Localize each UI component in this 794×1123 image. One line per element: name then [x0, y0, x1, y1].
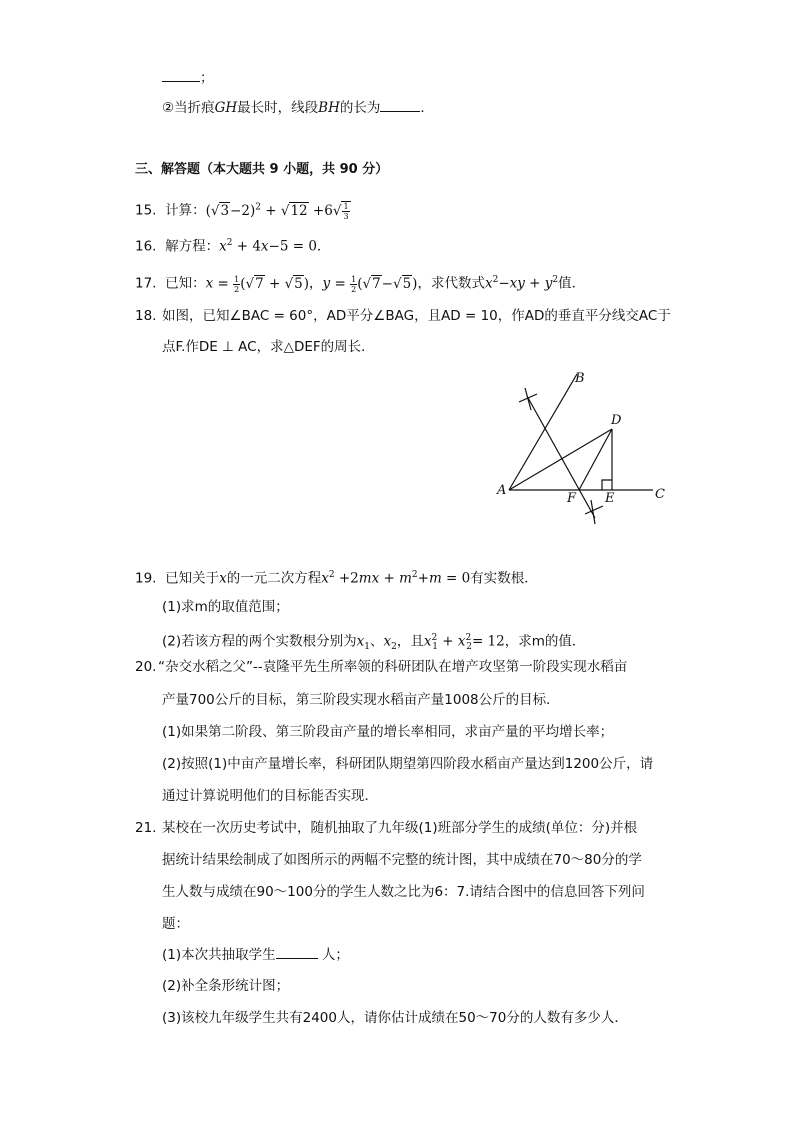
- question-17: 17. 已知：x = $\frac{1}{2}$ (√7 + √5)，y = $\frac{1}{2}$ (√7−√5)，求代数式$x^2-xy + y^2$值．: [135, 274, 586, 294]
- question-19-part-2: (2)若该方程的两个实数根分别为$x_1$、$x_2$，且$x^2_1 + x^2_2= 12$，求m的值．: [162, 633, 586, 653]
- question-21-line-4: 题：: [162, 916, 189, 932]
- question-15: 15. 计算：$(√3-2)^2 + √12 +6√$ $\frac{1}{3}$: [135, 201, 349, 221]
- label-B: B: [575, 371, 585, 386]
- question-18-line-2: 点F.作DE ⊥ AC，求△DEF的周长．: [162, 339, 375, 355]
- line-AD: [509, 429, 612, 490]
- question-20-part-1: (1)如果第二阶段、第三阶段亩产量的增长率相同，求亩产量的平均增长率；: [162, 724, 614, 740]
- question-19: 19. 已知关于x的一元二次方程$x^2 +2mx + m^2+m = 0$有实数根．: [135, 570, 538, 587]
- label-D: D: [611, 413, 622, 428]
- label-C: C: [655, 487, 665, 502]
- question-16: 16. 解方程：$x^2 + 4x-5 = 0$．: [135, 238, 331, 255]
- question-18-line-1: 如图，已知∠BAC = 60°，AD平分∠BAG，且AD = 10，作AD的垂直平分线交AC于: [162, 308, 671, 324]
- question-19-part-1: (1)求m的取值范围；: [162, 599, 289, 615]
- semicolon: ；: [200, 70, 214, 86]
- question-21-line-1: 某校在一次历史考试中，随机抽取了九年级(1)班部分学生的成绩(单位：分)并根: [162, 820, 638, 836]
- answer-blank-line: [162, 68, 214, 88]
- question-21-part-2: (2)补全条形统计图；: [162, 978, 290, 994]
- question-21-line-3: 生人数与成绩在90～100分的学生人数之比为6：7.请结合图中的信息回答下列问: [162, 884, 645, 900]
- question-20-part-2-cont: 通过计算说明他们的目标能否实现．: [162, 788, 378, 804]
- right-angle-mark: [602, 480, 612, 490]
- line-AB: [509, 374, 577, 490]
- question-20-line-2: 产量700公斤的目标，第三阶段实现水稻亩产量1008公斤的目标．: [162, 692, 560, 708]
- question-21-line-2: 据统计结果绘制成了如图所示的两幅不完整的统计图，其中成绩在70～80分的学: [162, 852, 642, 868]
- question-20-part-2: (2)按照(1)中亩产量增长率，科研团队期望第四阶段水稻亩产量达到1200公斤，请: [162, 756, 654, 772]
- question-18-number: 18.: [135, 308, 157, 324]
- label-A: A: [497, 483, 507, 498]
- label-F: F: [567, 491, 577, 506]
- sub-question-2: ②当折痕GH最长时，线段BH的长为 ．: [162, 100, 434, 116]
- question-21-number: 21.: [135, 820, 157, 836]
- geometry-figure: [495, 368, 675, 528]
- section-heading: 三、解答题（本大题共 9 小题，共 90 分）: [135, 162, 389, 177]
- arc-mark-bottom: [585, 506, 603, 514]
- question-21-part-3: (3)该校九年级学生共有2400人，请你估计成绩在50～70分的人数有多少人．: [162, 1010, 628, 1026]
- label-E: E: [605, 491, 615, 506]
- question-20-number: 20.: [135, 659, 157, 675]
- question-20-line-1: “杂交水稻之父”--袁隆平先生所率领的科研团队在增产攻坚第一阶段实现水稻亩: [158, 659, 628, 675]
- perpendicular-bisector: [527, 396, 595, 518]
- question-21-part-1: (1)本次共抽取学生 人；: [162, 947, 349, 963]
